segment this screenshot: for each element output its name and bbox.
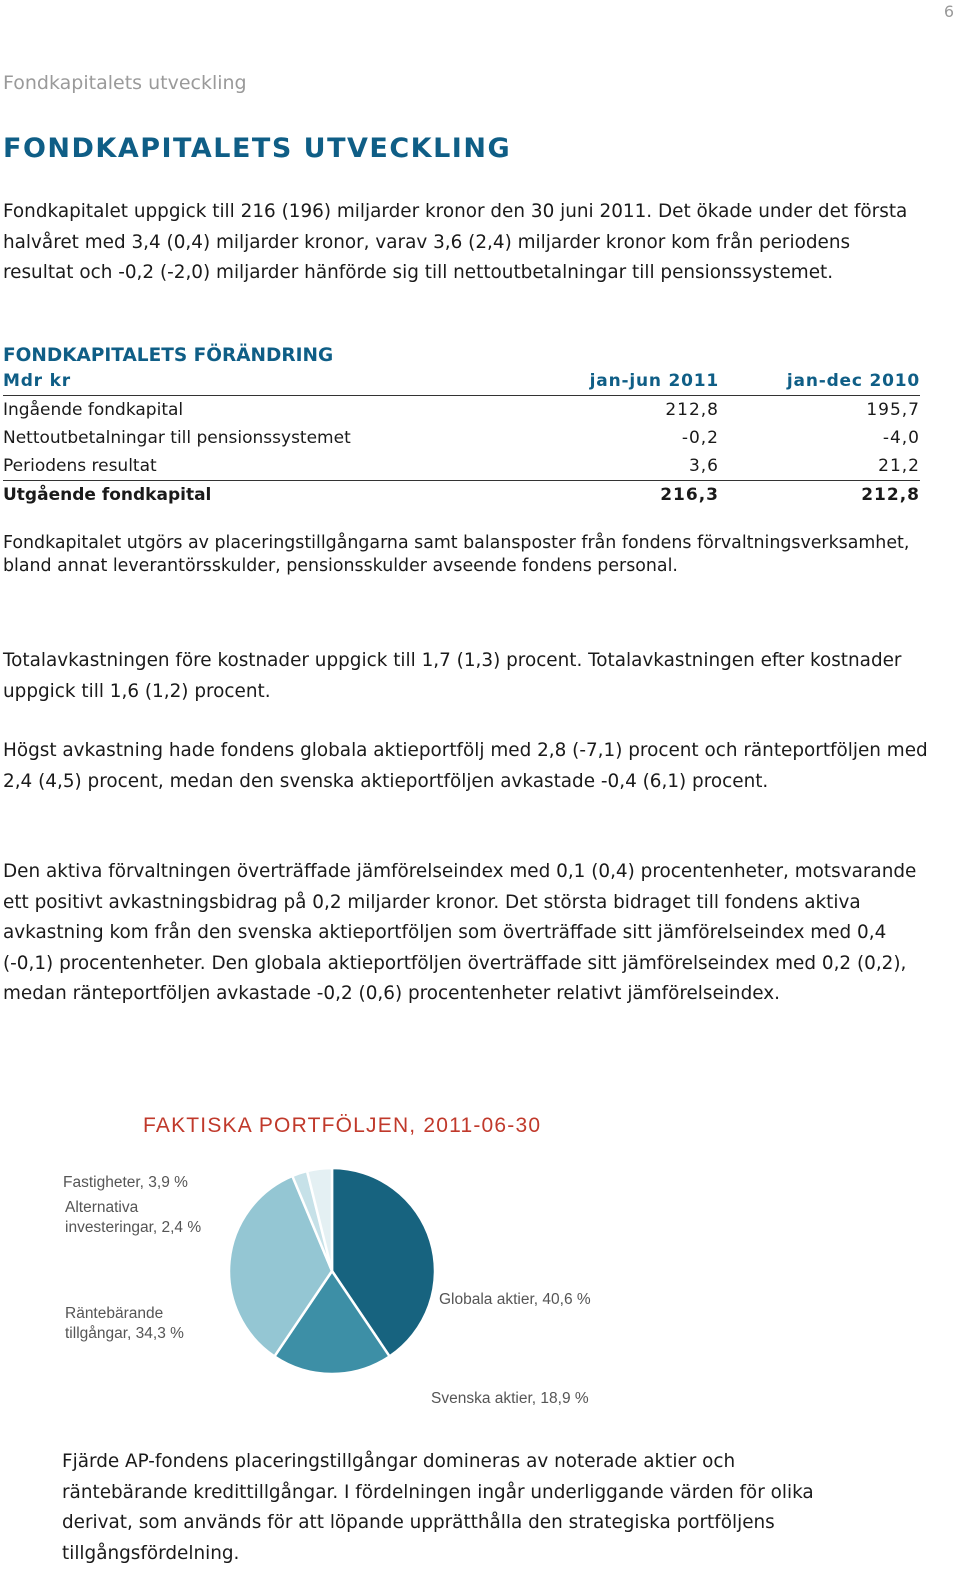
row-label: Periodens resultat (3, 456, 157, 476)
row-label: Nettoutbetalningar till pensionssystemet (3, 428, 351, 448)
page-number: 6 (943, 2, 954, 21)
row-value-2011: 212,8 (665, 400, 719, 420)
column-header-unit: Mdr kr (3, 367, 503, 396)
paragraph-portfolio-returns: Högst avkastning hade fondens globala aktieportfölj med 2,8 (-7,1) procent och ränteportföljen med 2,4 (4,5) procent, medan den svenska aktieportföljen avkastade -0,4 (6,1) procent. (3, 740, 928, 792)
label-alternativa-line2: investeringar, 2,4 % (65, 1219, 202, 1236)
total-value-2010: 212,8 (719, 481, 920, 510)
chart-title: FAKTISKA PORTFÖLJEN, 2011-06-30 (143, 1114, 542, 1137)
row-value-2010: 21,2 (878, 456, 920, 476)
paragraph-active-management: Den aktiva förvaltningen överträffade jämförelseindex med 0,1 (0,4) procentenheter, motsvarande ett positivt avkastningsbidrag på 0,2 miljarder kronor. Det största bidraget till fondens aktiva avkastning kom från den svenska aktieportföljen som överträffade sitt jämförelseindex med 0,4 (-0,1) procentenheter. Den globala aktieportföljen överträffade sitt jämförelseindex med 0,2 (0,2), medan ränteportföljen avkastade -0,2 (0,6) procentenheter relativt jämförelseindex. (3, 861, 917, 1004)
table-header-row (3, 367, 920, 396)
table-total-row (3, 481, 920, 510)
label-svenska: Svenska aktier, 18,9 % (431, 1390, 589, 1407)
row-value-2010: -4,0 (882, 428, 920, 448)
column-header-2010: jan-dec 2010 (719, 367, 920, 396)
row-label: Ingående fondkapital (3, 400, 184, 420)
page-title: FONDKAPITALETS UTVECKLING (3, 133, 512, 164)
closing-paragraph: Fjärde AP-fondens placeringstillgångar domineras av noterade aktier och räntebärande kredittillgångar. I fördelningen ingår underliggande värden för olika derivat, som används för att löpande upprätthålla den strategiska portföljens tillgångsfördelning. (62, 1451, 814, 1564)
table-row (3, 452, 920, 481)
total-value-2011: 216,3 (503, 481, 719, 510)
running-header: Fondkapitalets utveckling (3, 72, 247, 94)
portfolio-pie-chart (40, 1100, 660, 1430)
label-fastigheter: Fastigheter, 3,9 % (63, 1174, 188, 1191)
paragraph-fund-composition: Fondkapitalet utgörs av placeringstillgångarna samt balansposter från fondens förvaltningsverksamhet, bland annat leverantörsskulder, pensionsskulder avseende fondens personal. (3, 533, 910, 576)
row-value-2010: 195,7 (866, 400, 920, 420)
table-row (3, 396, 920, 425)
paragraph-total-return: Totalavkastningen före kostnader uppgick till 1,7 (1,3) procent. Totalavkastningen efter kostnader uppgick till 1,6 (1,2) procent. (3, 650, 902, 702)
table-row (3, 424, 920, 452)
label-alternativa-line1: Alternativa (65, 1199, 139, 1216)
table-title: FONDKAPITALETS FÖRÄNDRING (3, 345, 334, 366)
label-ranta-line2: tillgångar, 34,3 % (65, 1325, 184, 1342)
label-ranta-line1: Räntebärande (65, 1305, 164, 1322)
row-value-2011: 3,6 (688, 456, 719, 476)
total-label: Utgående fondkapital (3, 481, 503, 510)
pie-chart-svg (40, 1100, 660, 1430)
label-globala: Globala aktier, 40,6 % (439, 1291, 591, 1308)
pie-slices (229, 1168, 435, 1374)
fund-capital-table (3, 367, 920, 509)
intro-paragraph: Fondkapitalet uppgick till 216 (196) miljarder kronor den 30 juni 2011. Det ökade under det första halvåret med 3,4 (0,4) miljarder kronor, varav 3,6 (2,4) miljarder kronor kom från periodens resultat och -0,2 (-2,0) miljarder hänförde sig till nettoutbetalningar till pensionssystemet. (3, 201, 908, 283)
row-value-2011: -0,2 (681, 428, 719, 448)
column-header-2011: jan-jun 2011 (503, 367, 719, 396)
